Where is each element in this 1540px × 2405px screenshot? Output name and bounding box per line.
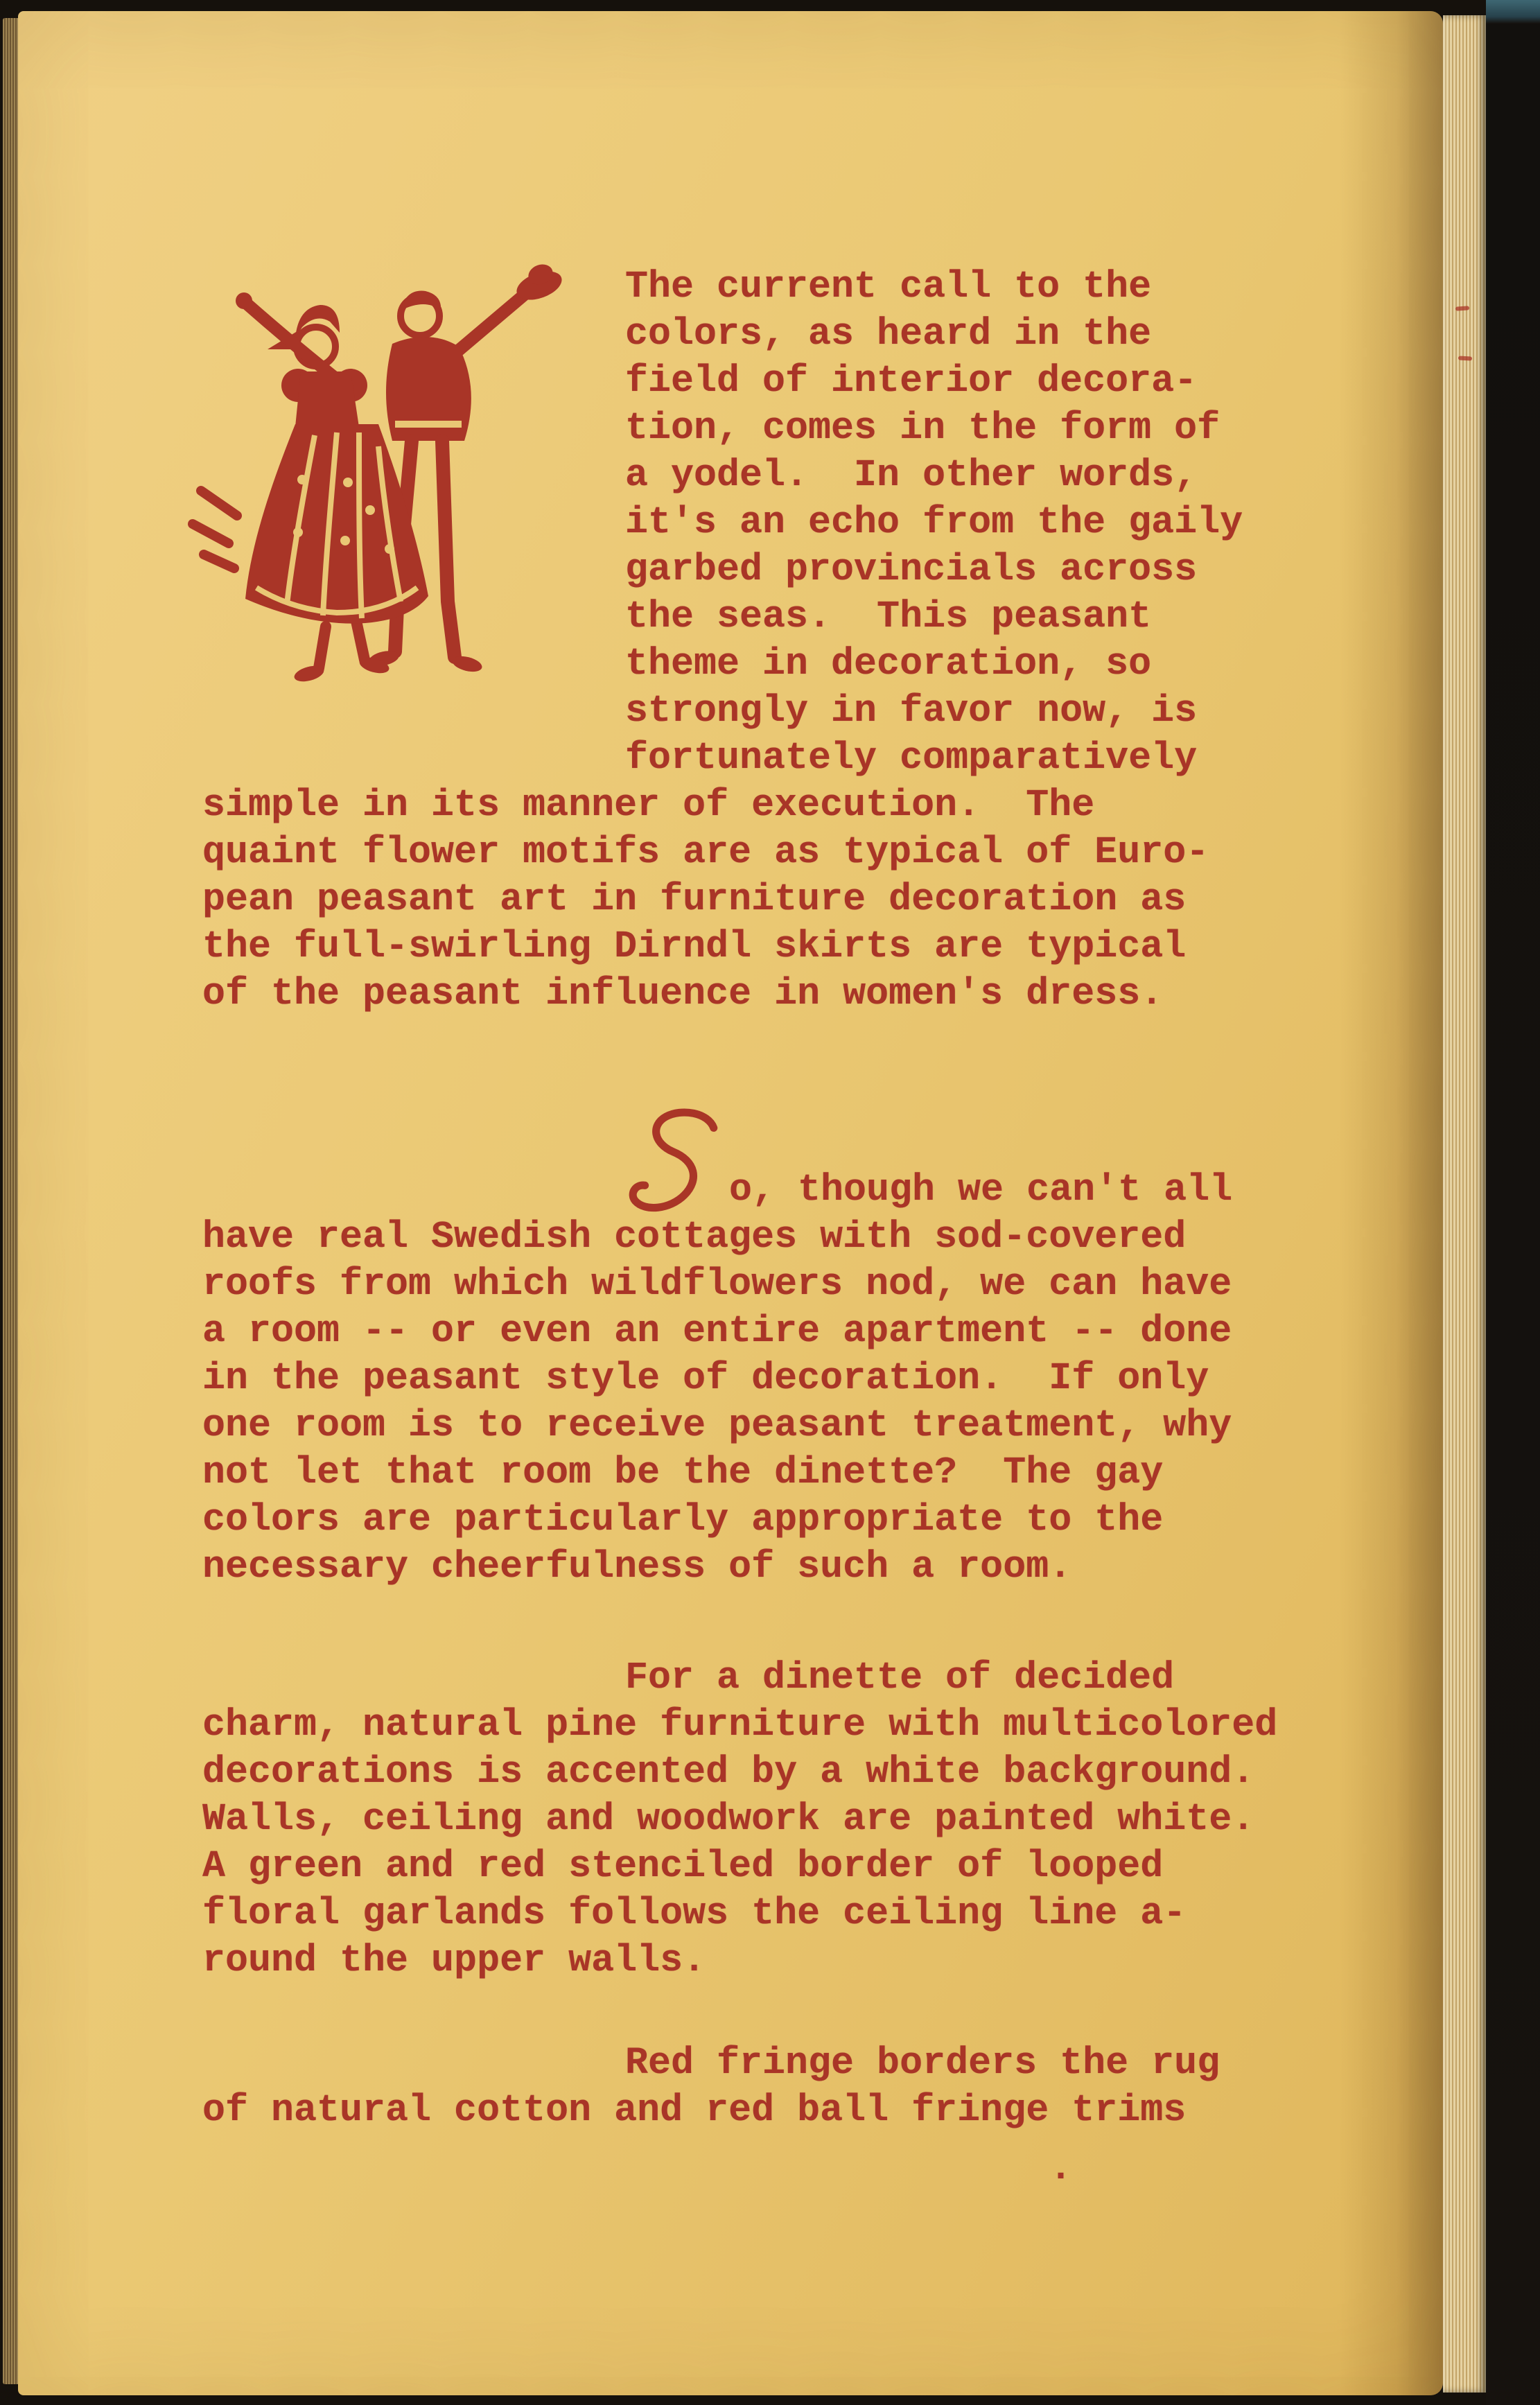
ink-mark (1458, 356, 1472, 360)
text-line: The current call to the (625, 265, 1152, 308)
paragraph-4 (202, 2040, 1367, 2134)
paragraph-1-wrapped-lines (202, 263, 1367, 782)
text-line: strongly in favor now, is (625, 689, 1198, 733)
page-edges-right (1443, 15, 1486, 2393)
text-line: o, though we can't all (729, 1168, 1233, 1212)
paragraph-3-first-line: For a dinette of decided (625, 1656, 1175, 1699)
text-line: a room -- or even an entire apartment -- done (202, 1309, 1232, 1353)
page-text (202, 263, 1367, 2192)
text-line: Walls, ceiling and woodwork are painted white. (202, 1797, 1255, 1841)
text-line: not let that room be the dinette? The gay (202, 1451, 1164, 1494)
text-line: simple in its manner of execution. The (202, 783, 1095, 827)
text-line: it's an echo from the gaily (625, 500, 1243, 544)
text-line: tion, comes in the form of (625, 406, 1220, 450)
text-line: of natural cotton and red ball fringe trims (202, 2088, 1187, 2132)
paragraph-3-lines (202, 1702, 1367, 1984)
text-line: have real Swedish cottages with sod-covered (202, 1215, 1187, 1259)
text-line: quaint flower motifs are as typical of Euro- (202, 830, 1209, 874)
decorative-initial-s-icon (618, 1166, 729, 1214)
binding-shadow (1339, 11, 1443, 2395)
text-line: one room is to receive peasant treatment, why (202, 1403, 1232, 1447)
text-line: decorations is accented by a white background. (202, 1750, 1255, 1794)
text-line: the seas. This peasant (625, 595, 1152, 638)
text-line: in the peasant style of decoration. If only (202, 1356, 1209, 1400)
book-cover-edge (1486, 0, 1540, 2405)
text-line: fortunately comparatively (625, 736, 1198, 780)
cover-cloth-corner (1486, 0, 1540, 24)
paragraph-2-first-line (618, 1166, 1367, 1214)
text-line: field of interior decora- (625, 359, 1198, 403)
text-line: the full-swirling Dirndl skirts are typical (202, 925, 1187, 968)
paragraph-1-full-lines (202, 782, 1367, 1017)
text-line: a yodel. In other words, (625, 453, 1198, 497)
text-line: theme in decoration, so (625, 642, 1152, 685)
text-line: of the peasant influence in women's dress. (202, 972, 1164, 1015)
paragraph-2-lines (202, 1214, 1367, 1591)
ink-mark (1455, 306, 1469, 311)
paragraph-1 (202, 263, 1367, 1017)
text-line: roofs from which wildflowers nod, we can have (202, 1262, 1232, 1306)
stray-period-mark: . (1049, 2146, 1073, 2190)
text-line: colors, as heard in the (625, 312, 1152, 356)
paragraph-4-first-line: Red fringe borders the rug (625, 2041, 1220, 2085)
book-page (18, 11, 1443, 2395)
text-line: colors are particularly appropriate to the (202, 1498, 1164, 1541)
text-line: A green and red stenciled border of looped (202, 1844, 1164, 1888)
text-line: necessary cheerfulness of such a room. (202, 1545, 1072, 1589)
text-line: floral garlands follows the ceiling line a- (202, 1891, 1187, 1935)
page-stack-left-edge (3, 18, 19, 2384)
paragraph-4-lines (202, 2087, 1367, 2134)
paragraph-2 (202, 1166, 1367, 1591)
text-line: pean peasant art in furniture decoration as (202, 877, 1187, 921)
paragraph-3 (202, 1654, 1367, 1984)
text-line: garbed provincials across (625, 548, 1198, 591)
text-line: round the upper walls. (202, 1939, 706, 1982)
text-line: charm, natural pine furniture with multicolored (202, 1703, 1278, 1747)
